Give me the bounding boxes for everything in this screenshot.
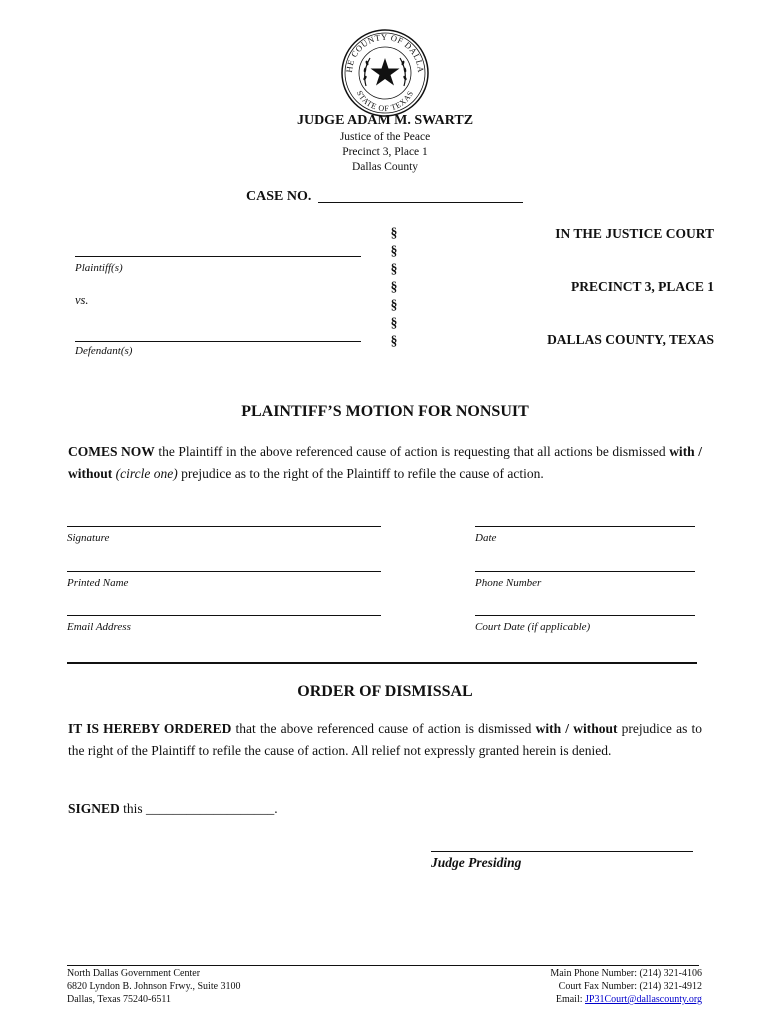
motion-circle-one: (circle one) xyxy=(115,466,178,481)
motion-lead: COMES NOW xyxy=(68,444,155,459)
order-lead: IT IS HEREBY ORDERED xyxy=(68,721,232,736)
judge-presiding-label: Judge Presiding xyxy=(431,855,522,870)
printed-name-label: Printed Name xyxy=(67,577,129,589)
motion-title: PLAINTIFF’S MOTION FOR NONSUIT xyxy=(241,403,529,420)
signature-label: Signature xyxy=(67,532,110,544)
office-precinct: Precinct 3, Place 1 xyxy=(342,146,428,158)
motion-text-2: prejudice as to the right of the Plaintiff to refile the cause of action. xyxy=(177,466,544,481)
judge-name: JUDGE ADAM M. SWARTZ xyxy=(296,113,474,128)
date-label: Date xyxy=(475,532,497,544)
phone-number-field[interactable] xyxy=(475,571,695,572)
motion-text-1: the Plaintiff in the above referenced cause of action is requesting that all actions be dismissed xyxy=(154,444,670,459)
signed-label: SIGNED xyxy=(68,801,120,816)
footer-address-line: Dallas, Texas 75240-6511 xyxy=(67,994,172,1005)
footer-contact xyxy=(550,967,702,1006)
plaintiff-field[interactable] xyxy=(75,256,361,257)
order-body xyxy=(68,718,702,762)
signed-line xyxy=(68,801,278,817)
phone-number-label: Phone Number xyxy=(475,577,542,589)
date-field[interactable] xyxy=(475,526,695,527)
defendant-label: Defendant(s) xyxy=(75,345,133,357)
case-number-label: CASE NO. xyxy=(246,189,312,204)
judge-signature-field[interactable] xyxy=(431,851,693,852)
order-with-without[interactable]: with / without xyxy=(535,721,618,736)
footer-main-phone: Main Phone Number: (214) 321-4106 xyxy=(550,968,702,979)
section-divider xyxy=(67,662,697,664)
footer-fax: Court Fax Number: (214) 321-4912 xyxy=(558,981,702,992)
footer-email-link[interactable]: JP31Court@dallascounty.org xyxy=(585,994,702,1005)
section-symbol: § xyxy=(390,243,398,258)
court-precinct: PRECINCT 3, PLACE 1 xyxy=(570,279,714,294)
seal-bottom-text: STATE OF TEXAS xyxy=(354,89,416,114)
svg-text:STATE OF TEXAS xyxy=(355,89,416,113)
email-address-label: Email Address xyxy=(67,621,131,633)
motion-body xyxy=(68,441,702,485)
printed-name-field[interactable] xyxy=(67,571,381,572)
footer-rule xyxy=(67,965,699,966)
defendant-field[interactable] xyxy=(75,341,361,342)
email-address-field[interactable] xyxy=(67,615,381,616)
footer-email-label: Email: xyxy=(555,994,586,1005)
plaintiff-label: Plaintiff(s) xyxy=(75,262,123,274)
footer-address-line: 6820 Lyndon B. Johnson Frwy., Suite 3100 xyxy=(67,981,241,992)
section-symbol: § xyxy=(390,279,398,294)
office-title: Justice of the Peace xyxy=(339,131,431,143)
footer-address xyxy=(67,967,241,1006)
signature-field[interactable] xyxy=(67,526,381,527)
court-date-label: Court Date (if applicable) xyxy=(475,621,591,633)
motion-with-without[interactable]: with / without xyxy=(68,444,702,481)
court-date-field[interactable] xyxy=(475,615,695,616)
section-symbol: § xyxy=(390,225,398,240)
county-seal xyxy=(340,28,430,118)
section-symbol: § xyxy=(390,261,398,276)
order-text-2: prejudice as to the right of the Plaintiff to refile the cause of action. All relief not expressly granted herein is denied. xyxy=(68,721,703,758)
seal-top-text: HE COUNTY OF DALLA xyxy=(343,31,427,74)
footer-address-line: North Dallas Government Center xyxy=(67,968,201,979)
section-symbol: § xyxy=(390,315,398,330)
court-county: DALLAS COUNTY, TEXAS xyxy=(547,332,714,347)
case-number-field[interactable] xyxy=(318,202,523,203)
footer-email-line xyxy=(550,993,702,1006)
section-symbol: § xyxy=(390,333,398,348)
court-name: IN THE JUSTICE COURT xyxy=(555,226,714,241)
office-county: Dallas County xyxy=(351,161,419,173)
order-text-1: that the above referenced cause of action is dismissed xyxy=(231,721,536,736)
signed-date-field[interactable]: this ___________________. xyxy=(119,801,278,816)
order-title: ORDER OF DISMISSAL xyxy=(297,683,473,700)
versus-label: vs. xyxy=(75,293,89,307)
section-symbol: § xyxy=(390,297,398,312)
